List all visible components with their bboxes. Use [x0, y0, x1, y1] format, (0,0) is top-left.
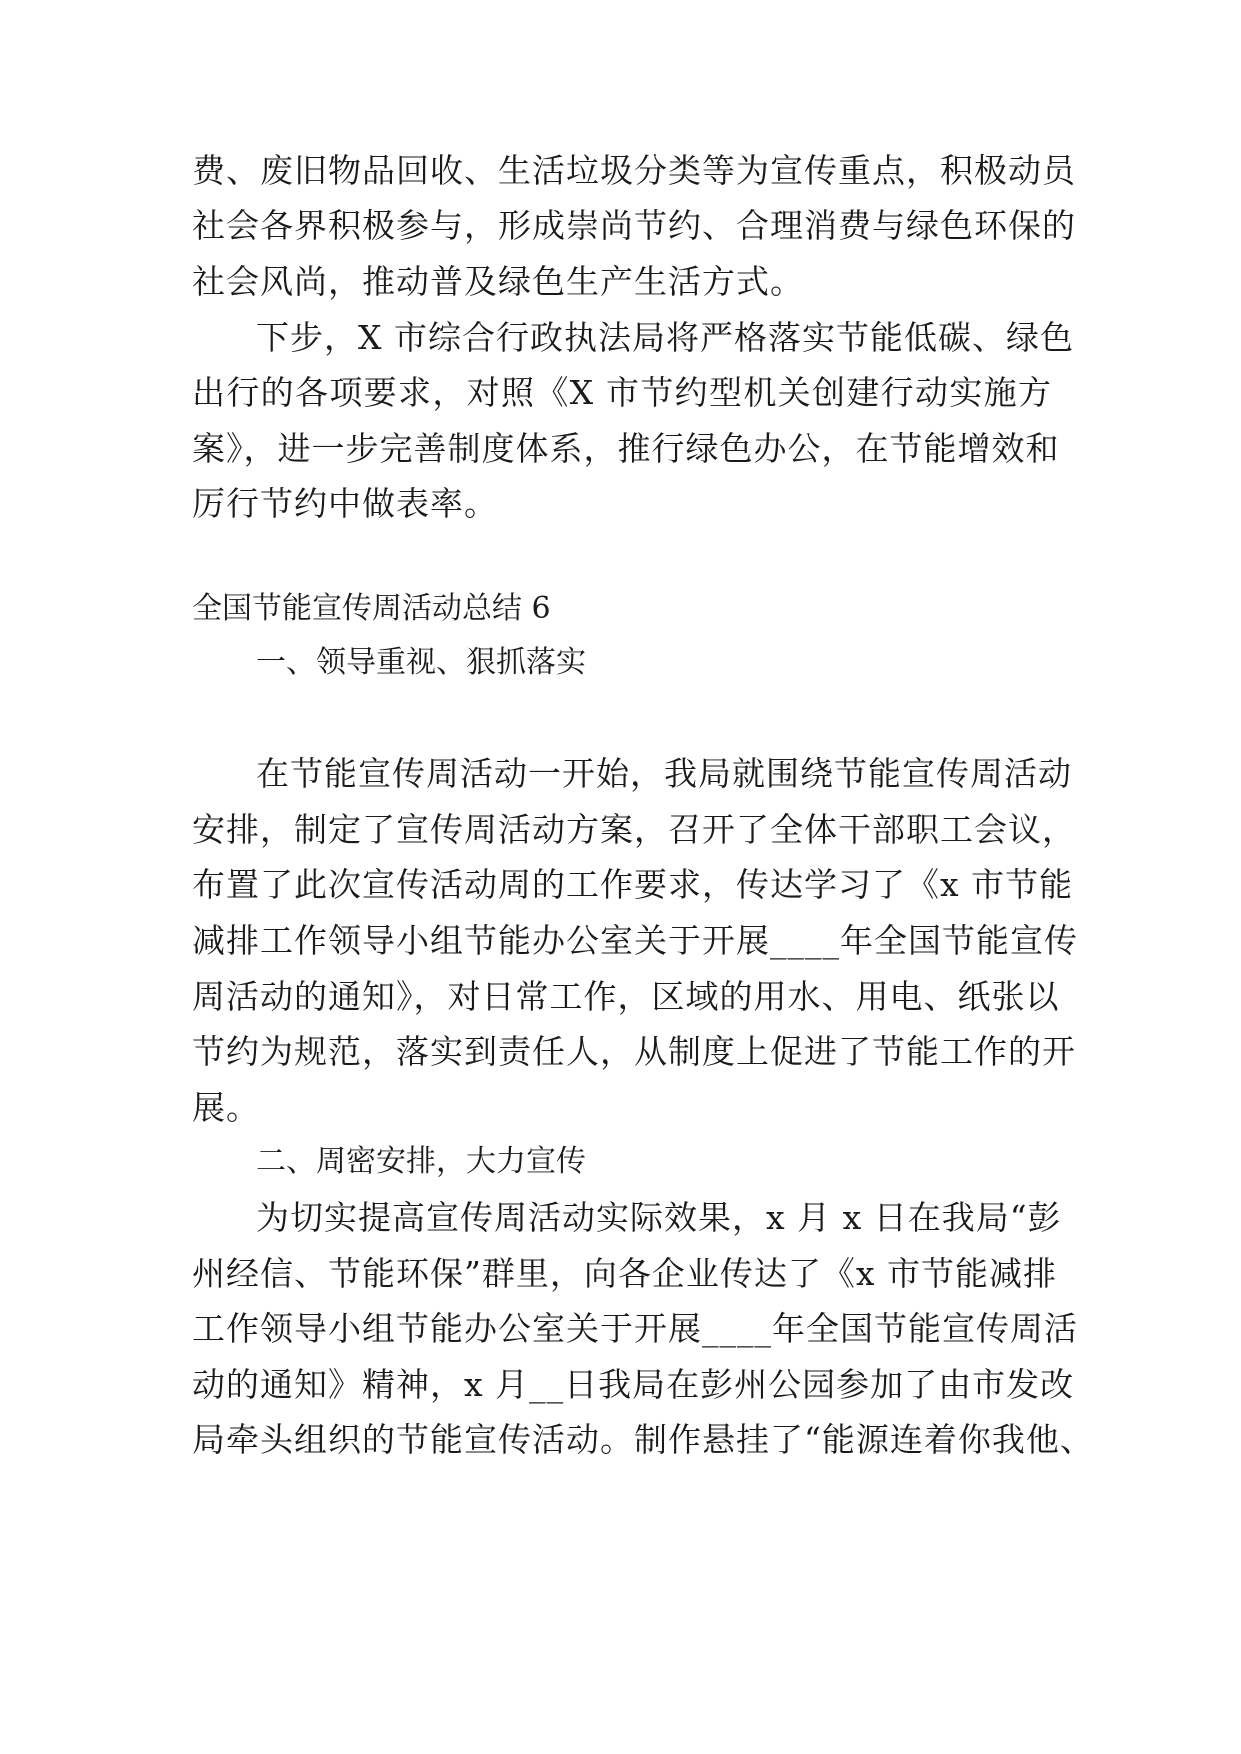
paragraph-line: 周活动的通知》，对日常工作，区域的用水、用电、纸张以: [192, 977, 1060, 1016]
paragraph-line: 费、废旧物品回收、生活垃圾分类等为宣传重点，积极动员: [192, 151, 1076, 190]
section-subheading: 一、领导重视、狠抓落实: [256, 645, 586, 680]
paragraph-line: 动的通知》精神，x 月__日我局在彭州公园参加了由市发改: [192, 1365, 1075, 1404]
paragraph-line: 出行的各项要求，对照《X 市节约型机关创建行动实施方: [192, 373, 1052, 412]
paragraph-line: 社会风尚，推动普及绿色生产生活方式。: [192, 262, 804, 301]
section-title: 全国节能宣传周活动总结 6: [192, 591, 551, 626]
section-subheading: 二、周密安排，大力宣传: [256, 1144, 586, 1179]
paragraph-line: 为切实提高宣传周活动实际效果，x 月 x 日在我局“彭: [256, 1198, 1062, 1237]
paragraph-line: 在节能宣传周活动一开始，我局就围绕节能宣传周活动: [256, 754, 1072, 793]
paragraph-line: 安排，制定了宣传周活动方案，召开了全体干部职工会议，: [192, 810, 1076, 849]
paragraph-line: 案》，进一步完善制度体系，推行绿色办公，在节能增效和: [192, 429, 1060, 468]
paragraph-line: 局牵头组织的节能宣传活动。制作悬挂了“能源连着你我他、: [192, 1420, 1094, 1459]
paragraph-line: 社会各界积极参与，形成崇尚节约、合理消费与绿色环保的: [192, 206, 1076, 245]
paragraph-line: 工作领导小组节能办公室关于开展____年全国节能宣传周活: [192, 1309, 1078, 1348]
paragraph-line: 节约为规范，落实到责任人，从制度上促进了节能工作的开: [192, 1032, 1076, 1071]
paragraph-line: 布置了此次宣传活动周的工作要求，传达学习了《x 市节能: [192, 865, 1074, 904]
paragraph-line: 州经信、节能环保”群里，向各企业传达了《x 市节能减排: [192, 1254, 1057, 1293]
paragraph-line: 下步，X 市综合行政执法局将严格落实节能低碳、绿色: [256, 318, 1074, 357]
paragraph-line: 厉行节约中做表率。: [192, 484, 498, 523]
paragraph-line: 减排工作领导小组节能办公室关于开展____年全国节能宣传: [192, 921, 1078, 960]
paragraph-line: 展。: [192, 1088, 260, 1127]
